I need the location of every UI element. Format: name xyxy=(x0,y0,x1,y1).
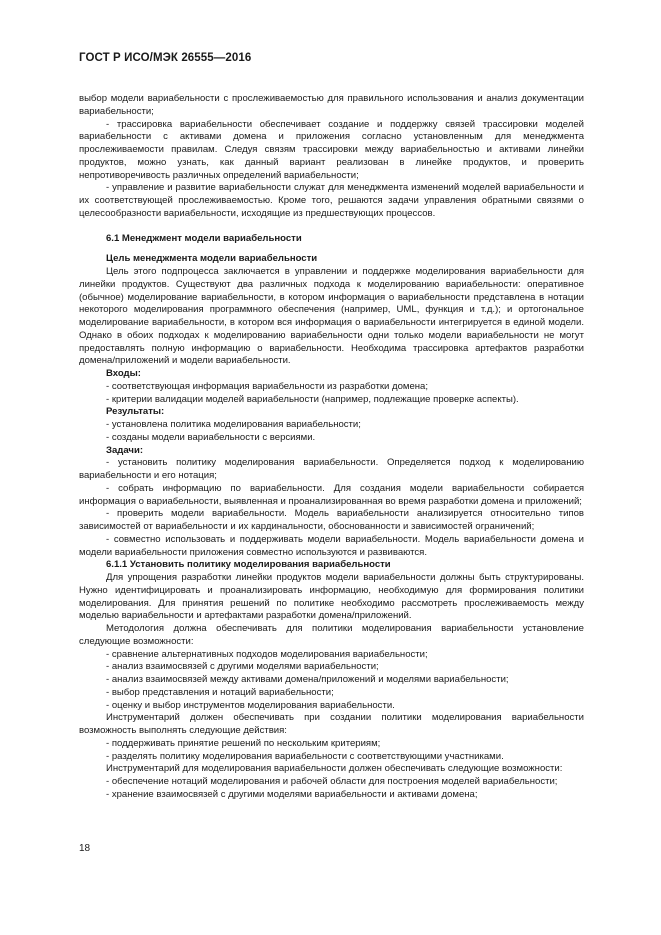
tasks-label: Задачи: xyxy=(106,444,144,456)
list-item: - обеспечение нотаций моделирования и рабочей области для построения моделей вариабельности; xyxy=(106,776,558,787)
list-item: - оценку и выбор инструментов моделирования вариабельности. xyxy=(106,699,395,711)
list-item: - совместно использовать и поддерживать модели вариабельности. Модель вариабельности домена и модели вариабельности приложения совместно используются и развиваются. xyxy=(79,533,584,558)
results-label: Результаты: xyxy=(106,406,165,418)
list-item: - анализ взаимосвязей между активами домена/приложений и моделями вариабельности; xyxy=(106,674,509,685)
list-item: - поддерживать принятие решений по нескольким критериям; xyxy=(106,737,381,749)
page-number: 18 xyxy=(79,843,91,854)
paragraph: - управление и развитие вариабельности служат для менеджмента изменений моделей вариабельности и их соответствующей прослеживаемостью. Кроме того, решаются задачи управления обратными связями о целесообразности вариабельности, исходящие из предшествующих процессов. xyxy=(79,182,584,219)
list-item: - соответствующая информация вариабельности из разработки домена; xyxy=(106,380,429,392)
paragraph: - трассировка вариабельности обеспечивает создание и поддержку связей трассировки моделей вариабельности с активами домена и приложения согласно установленным для менеджмента прослеживаемости правилам. Следуя связям трассировки между вариабельностью и активами линейки продуктов, можно узнать, как данный вариант реализован в линейке продуктов, и проверить непротиворечивость различных определений вариабельности; xyxy=(79,118,584,181)
list-item: - анализ взаимосвязей с другими моделями вариабельности; xyxy=(106,661,379,673)
inputs-label: Входы: xyxy=(106,368,141,379)
list-item: - собрать информацию по вариабельности. Для создания модели вариабельности собирается информация о вариабельности, выявленная и проанализированная во время разработки домена и приложений; xyxy=(79,482,584,507)
paragraph: Методология должна обеспечивать для политики моделирования вариабельности установление следующие возможности: xyxy=(79,623,584,647)
page-body xyxy=(79,93,584,802)
paragraph: Цель этого подпроцесса заключается в управлении и поддержке моделирования вариабельности для линейки продуктов. Существуют два различных подхода к моделированию вариабельности: оперативное (обычное) моделирование вариабельности, в котором информация о вариабельности представлена в нотации некоторого моделирования программного обеспечения (например, UML, функция и т.д.); и ортогональное моделирование вариабельности, в котором вся информация о вариабельности интегрируется в единой модели. Однако в обоих подходах к моделированию вариабельности одни только модели вариабельности не могут предоставлять полную информацию о вариабельности. Необходима трассировка артефактов разработки домена/приложений и модели вариабельности. xyxy=(79,266,584,367)
list-item: - хранение взаимосвязей с другими моделями вариабельности и активами домена; xyxy=(106,788,478,800)
list-item: - установлена политика моделирования вариабельности; xyxy=(106,419,361,430)
list-item: - разделять политику моделирования вариабельности с соответствующими участниками. xyxy=(106,750,504,762)
paragraph: Для упрощения разработки линейки продуктов модели вариабельности должны быть структурированы. Нужно идентифицировать и проанализировать информацию, необходимую для формирования политики моделирования. Для принятия решений по политике необходимо рассмотреть прослеживаемость между моделью вариабельности и артефактами разработки домена/приложений. xyxy=(79,572,584,622)
section-heading-6-1: 6.1 Менеджмент модели вариабельности xyxy=(106,232,302,244)
list-item: - сравнение альтернативных подходов моделирования вариабельности; xyxy=(106,648,428,660)
paragraph: выбор модели вариабельности с прослеживаемостью для правильного использования и анализ документации вариабельности; xyxy=(79,93,584,117)
list-item: - установить политику моделирования вариабельности. Определяется подход к моделированию вариабельности и его нотация; xyxy=(79,457,584,481)
list-item: - выбор представления и нотаций вариабельности; xyxy=(106,686,334,698)
list-item: - проверить модели вариабельности. Модель вариабельности анализируется относительно типов зависимостей от вариабельности и их кардинальности, обоснованности и зависимостей ограничений; xyxy=(79,508,584,532)
paragraph: Инструментарий должен обеспечивать при создании политики моделирования вариабельности возможность выполнять следующие действия: xyxy=(79,712,584,736)
standard-header: ГОСТ Р ИСО/МЭК 26555—2016 xyxy=(79,52,252,64)
list-item: - критерии валидации моделей вариабельности (например, подлежащие проверке аспекты). xyxy=(106,393,519,405)
paragraph: Инструментарий для моделирования вариабельности должен обеспечивать следующие возможности: xyxy=(106,763,563,775)
list-item: - созданы модели вариабельности с версиями. xyxy=(106,431,316,443)
section-heading-6-1-1: 6.1.1 Установить политику моделирования вариабельности xyxy=(106,559,391,571)
goal-heading: Цель менеджмента модели вариабельности xyxy=(106,253,318,265)
